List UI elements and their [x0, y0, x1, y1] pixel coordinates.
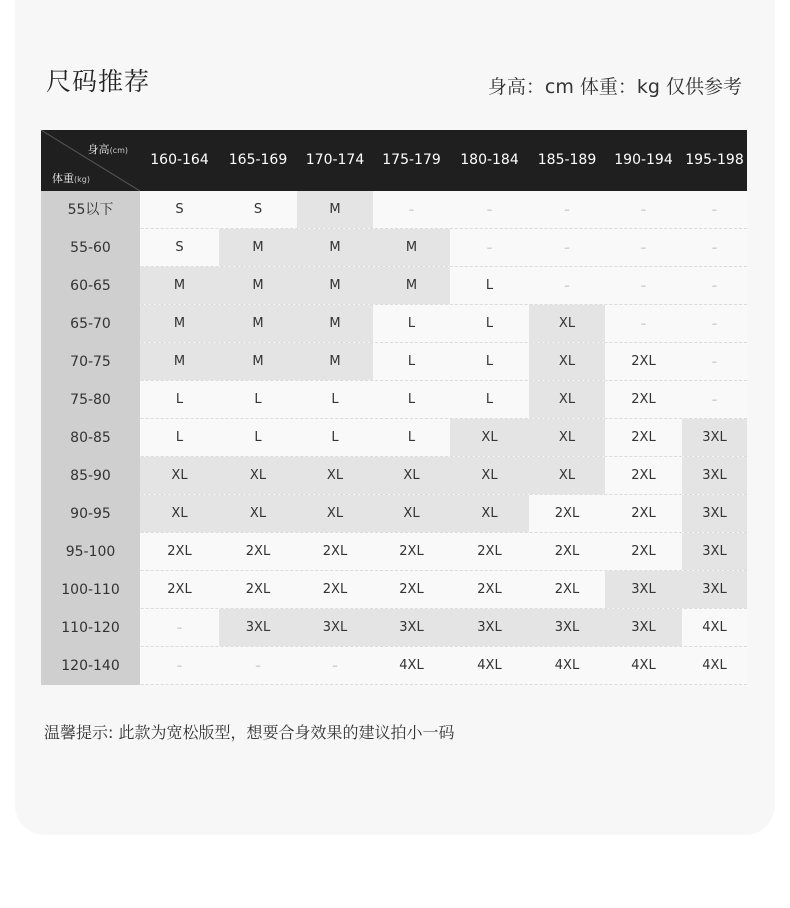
size-cell: 4XL — [682, 647, 747, 684]
size-cell: XL — [140, 457, 219, 494]
table-row — [41, 267, 747, 305]
size-cell: – — [450, 191, 529, 228]
weight-row-label: 65-70 — [41, 305, 140, 343]
table-row — [41, 571, 747, 609]
size-cell: M — [297, 191, 373, 228]
table-row — [41, 343, 747, 381]
size-cell: 2XL — [297, 533, 373, 570]
size-cell: XL — [450, 457, 529, 494]
size-cell: – — [682, 267, 747, 304]
table-row — [41, 533, 747, 571]
size-cell: 4XL — [605, 647, 682, 684]
size-cell: M — [373, 229, 450, 266]
size-cell: 2XL — [529, 495, 605, 532]
size-cell: XL — [529, 305, 605, 342]
size-cell: 4XL — [373, 647, 450, 684]
size-cell: 2XL — [140, 533, 219, 570]
size-cell: L — [450, 305, 529, 342]
size-cell: 3XL — [682, 495, 747, 532]
size-cell: XL — [297, 495, 373, 532]
size-cell: M — [219, 305, 297, 342]
weight-row-label: 85-90 — [41, 457, 140, 495]
weight-row-label: 100-110 — [41, 571, 140, 609]
size-cell: 2XL — [605, 457, 682, 494]
corner-cell — [41, 130, 140, 191]
size-cell: – — [682, 191, 747, 228]
size-cell: L — [450, 343, 529, 380]
size-cell: XL — [450, 419, 529, 456]
size-cell: L — [219, 381, 297, 418]
size-cell: 3XL — [529, 609, 605, 646]
size-cell: 3XL — [605, 571, 682, 608]
size-cell: M — [373, 267, 450, 304]
size-cell: L — [373, 419, 450, 456]
size-cell: L — [373, 305, 450, 342]
size-cell: L — [140, 419, 219, 456]
height-column-header: 175-179 — [382, 152, 441, 168]
table-row — [41, 229, 747, 267]
size-cell: – — [529, 267, 605, 304]
size-cell: M — [140, 305, 219, 342]
size-cell: 3XL — [373, 609, 450, 646]
weight-row-label: 60-65 — [41, 267, 140, 305]
size-cell: S — [140, 229, 219, 266]
height-column-header: 170-174 — [305, 152, 365, 168]
size-cell: 2XL — [450, 571, 529, 608]
size-cell: 2XL — [605, 533, 682, 570]
size-cell: L — [297, 381, 373, 418]
size-cell: XL — [529, 457, 605, 494]
size-cell: L — [450, 381, 529, 418]
height-column-header: 165-169 — [228, 152, 288, 168]
weight-row-label: 110-120 — [41, 609, 140, 647]
size-cell: S — [140, 191, 219, 228]
size-cell: XL — [373, 457, 450, 494]
table-row — [41, 495, 747, 533]
size-cell: 3XL — [450, 609, 529, 646]
weight-row-label: 80-85 — [41, 419, 140, 457]
weight-row-label: 90-95 — [41, 495, 140, 533]
weight-row-label: 70-75 — [41, 343, 140, 381]
size-cell: M — [219, 267, 297, 304]
size-cell: – — [529, 229, 605, 266]
size-cell: XL — [219, 457, 297, 494]
height-axis-label: 身高(cm) — [87, 143, 128, 156]
height-column-header: 185-189 — [537, 152, 597, 168]
size-cell: XL — [529, 343, 605, 380]
size-cell: L — [373, 381, 450, 418]
size-cell: 3XL — [682, 533, 747, 570]
size-cell: L — [373, 343, 450, 380]
table-row — [41, 457, 747, 495]
table-header — [41, 130, 747, 191]
size-cell: – — [140, 647, 219, 684]
size-cell: 2XL — [529, 533, 605, 570]
size-cell: 2XL — [605, 343, 682, 380]
table-row — [41, 609, 747, 647]
table-row — [41, 647, 747, 685]
size-cell: – — [297, 647, 373, 684]
size-cell: 2XL — [605, 381, 682, 418]
size-cell: – — [373, 191, 450, 228]
size-cell: L — [219, 419, 297, 456]
table-row — [41, 419, 747, 457]
size-cell: 2XL — [297, 571, 373, 608]
height-column-header: 160-164 — [150, 152, 209, 168]
size-cell: 4XL — [682, 609, 747, 646]
size-cell: 2XL — [219, 533, 297, 570]
size-cell: 3XL — [682, 419, 747, 456]
table-row — [41, 305, 747, 343]
size-cell: M — [297, 267, 373, 304]
size-cell: 3XL — [605, 609, 682, 646]
size-cell: 2XL — [605, 419, 682, 456]
size-cell: M — [297, 229, 373, 266]
size-cell: 2XL — [450, 533, 529, 570]
size-cell: 2XL — [219, 571, 297, 608]
height-column-header: 180-184 — [460, 152, 519, 168]
table-body — [41, 191, 747, 685]
size-cell: 3XL — [682, 457, 747, 494]
size-cell: 2XL — [140, 571, 219, 608]
fit-tip: 温馨提示: 此款为宽松版型，想要合身效果的建议拍小一码 — [44, 723, 455, 742]
size-cell: – — [605, 191, 682, 228]
size-cell: XL — [140, 495, 219, 532]
size-cell: XL — [373, 495, 450, 532]
size-cell: XL — [450, 495, 529, 532]
size-cell: – — [682, 343, 747, 380]
size-cell: 3XL — [297, 609, 373, 646]
size-cell: – — [605, 267, 682, 304]
size-cell: L — [140, 381, 219, 418]
weight-row-label: 55以下 — [41, 191, 140, 229]
size-cell: 2XL — [373, 533, 450, 570]
size-cell: XL — [297, 457, 373, 494]
size-cell: – — [605, 305, 682, 342]
size-cell: 2XL — [605, 495, 682, 532]
weight-row-label: 55-60 — [41, 229, 140, 267]
size-cell: 2XL — [373, 571, 450, 608]
unit-note: 身高：cm 体重：kg 仅供参考 — [487, 76, 742, 98]
size-cell: M — [297, 343, 373, 380]
size-cell: 4XL — [529, 647, 605, 684]
size-cell: M — [219, 229, 297, 266]
size-cell: M — [140, 267, 219, 304]
size-cell: – — [219, 647, 297, 684]
size-table — [41, 130, 747, 685]
size-cell: – — [682, 305, 747, 342]
size-cell: – — [682, 229, 747, 266]
size-cell: – — [682, 381, 747, 418]
size-cell: L — [297, 419, 373, 456]
size-cell: XL — [529, 419, 605, 456]
size-cell: XL — [219, 495, 297, 532]
table-row — [41, 381, 747, 419]
size-cell: 2XL — [529, 571, 605, 608]
size-cell: XL — [529, 381, 605, 418]
weight-row-label: 120-140 — [41, 647, 140, 685]
size-cell: 3XL — [219, 609, 297, 646]
weight-row-label: 75-80 — [41, 381, 140, 419]
size-cell: S — [219, 191, 297, 228]
page-title: 尺码推荐 — [46, 67, 151, 96]
size-cell: M — [140, 343, 219, 380]
size-cell: M — [219, 343, 297, 380]
table-row — [41, 191, 747, 229]
size-cell: 4XL — [450, 647, 529, 684]
size-cell: 3XL — [682, 571, 747, 608]
size-cell: – — [605, 229, 682, 266]
size-cell: – — [450, 229, 529, 266]
size-cell: L — [450, 267, 529, 304]
size-cell: – — [140, 609, 219, 646]
size-cell: – — [529, 191, 605, 228]
size-cell: M — [297, 305, 373, 342]
height-column-header: 195-198 — [685, 152, 744, 168]
height-column-header: 190-194 — [614, 152, 673, 168]
weight-row-label: 95-100 — [41, 533, 140, 571]
weight-axis-label: 体重(kg) — [52, 172, 90, 185]
